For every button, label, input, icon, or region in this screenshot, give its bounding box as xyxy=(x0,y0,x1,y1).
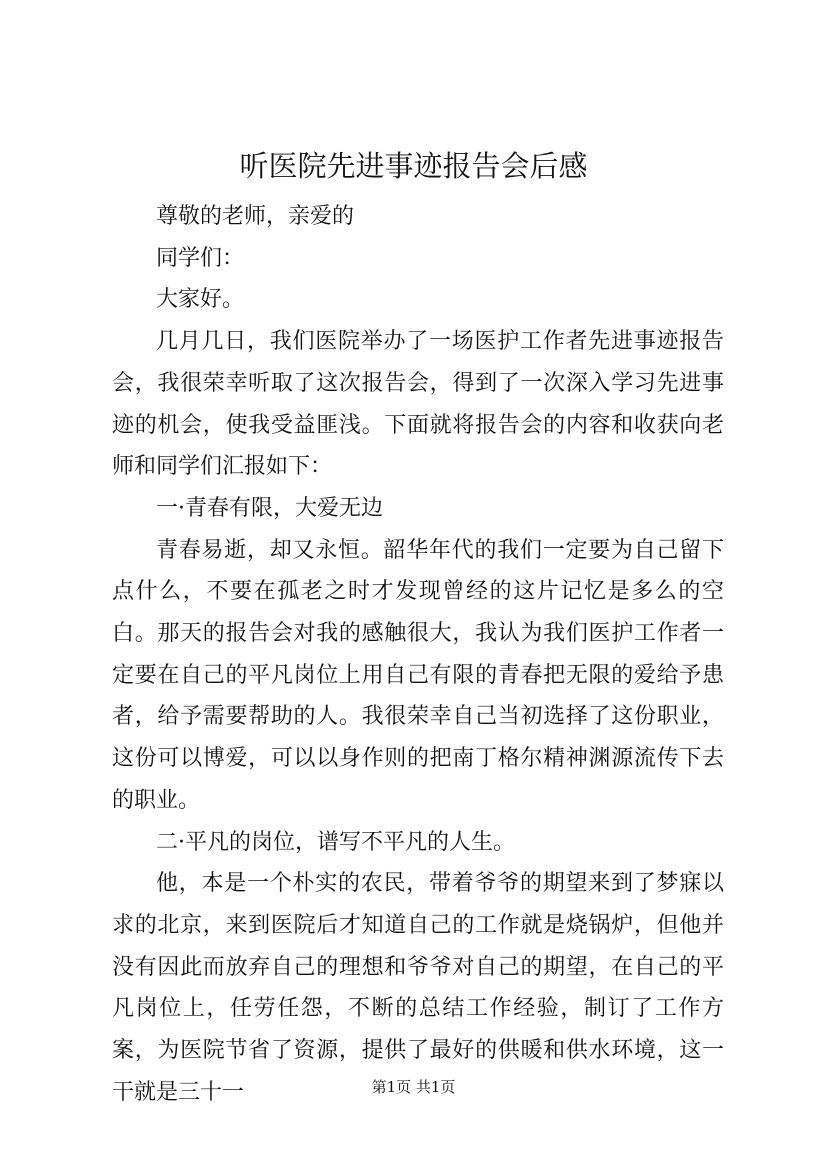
section-heading-1: 一·青春有限，大爱无边 xyxy=(156,495,383,521)
document-title: 听医院先进事迹报告会后感 xyxy=(239,149,588,183)
section-2-paragraph: 他，本是一个朴实的农民，带着爷爷的期望来到了梦寐以求的北京，来到医院后才知道自己的工作就是烧锅炉，但他并没有因此而放弃自己的理想和爷爷对自己的期望，在自己的平凡岗位上，任劳任怨，不断的总结工作经验，制订了工作方案，为医院节省了资源，提供了最好的供暖和供水环境，这一干就是三十一 xyxy=(112,871,724,1105)
salutation-line-2: 同学们： xyxy=(156,245,245,271)
greeting: 大家好。 xyxy=(156,287,245,313)
intro-paragraph: 几月几日，我们医院举办了一场医护工作者先进事迹报告会，我很荣幸听取了这次报告会，得到了一次深入学习先进事迹的机会，使我受益匪浅。下面就将报告会的内容和收获向老师和同学们汇报如下： xyxy=(112,329,724,480)
page-footer: 第1页 共1页 xyxy=(371,1078,456,1096)
document-body xyxy=(112,196,724,1113)
section-1-paragraph: 青春易逝，却又永恒。韶华年代的我们一定要为自己留下点什么，不要在孤老之时才发现曾经的这片记忆是多么的空白。那天的报告会对我的感触很大，我认为我们医护工作者一定要在自己的平凡岗位上用自己有限的青春把无限的爱给予患者，给予需要帮助的人。我很荣幸自己当初选择了这份职业，这份可以博爱，可以以身作则的把南丁格尔精神渊源流传下去的职业。 xyxy=(112,537,724,813)
section-heading-2: 二·平凡的岗位，谱写不平凡的人生。 xyxy=(156,829,515,855)
salutation-line-1: 尊敬的老师，亲爱的 xyxy=(156,204,355,229)
